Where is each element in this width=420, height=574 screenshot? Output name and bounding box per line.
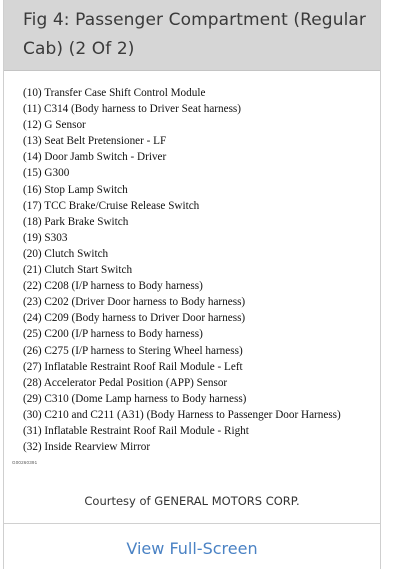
legend-item: (19) S303 — [23, 231, 68, 244]
legend-item: (10) Transfer Case Shift Control Module — [23, 87, 206, 99]
view-fullscreen-link[interactable]: View Full-Screen — [126, 539, 258, 558]
legend-item: (31) Inflatable Restraint Roof Rail Module - Right — [23, 424, 249, 437]
figure-code: G00260391 — [12, 460, 38, 465]
legend-item: (24) C209 (Body harness to Driver Door harness) — [23, 312, 246, 325]
legend-item: (12) G Sensor — [23, 119, 86, 132]
legend-item: (21) Clutch Start Switch — [23, 264, 133, 277]
legend-item: (14) Door Jamb Switch - Driver — [23, 151, 167, 164]
figure-card — [3, 0, 381, 569]
legend-item: (15) G300 — [23, 167, 70, 180]
legend-item: (13) Seat Belt Pretensioner - LF — [23, 135, 167, 148]
legend-item: (20) Clutch Switch — [23, 247, 109, 260]
legend-item: (18) Park Brake Switch — [23, 215, 129, 228]
legend-item: (29) C310 (Dome Lamp harness to Body harness) — [23, 392, 247, 405]
legend-item: (26) C275 (I/P harness to Stering Wheel harness) — [23, 344, 243, 357]
legend-item: (16) Stop Lamp Switch — [23, 183, 128, 196]
legend-item: (11) C314 (Body harness to Driver Seat harness) — [23, 103, 242, 116]
legend-item: (23) C202 (Driver Door harness to Body harness) — [23, 296, 246, 309]
legend-item: (25) C200 (I/P harness to Body harness) — [23, 328, 203, 341]
figure-caption: Courtesy of GENERAL MOTORS CORP. — [4, 479, 380, 524]
legend-item: (27) Inflatable Restraint Roof Rail Module - Left — [23, 360, 243, 373]
figure-header — [4, 0, 380, 71]
legend-item: (22) C208 (I/P harness to Body harness) — [23, 280, 203, 293]
figure-title: Fig 4: Passenger Compartment (Regular Cab) (2 Of 2) — [23, 10, 366, 59]
legend-item: (30) C210 and C211 (A31) (Body Harness to Passenger Door Harness) — [23, 408, 341, 421]
figure-legend — [4, 71, 380, 479]
legend-item: (32) Inside Rearview Mirror — [23, 441, 151, 454]
legend-item: (17) TCC Brake/Cruise Release Switch — [23, 199, 200, 212]
legend-list — [23, 85, 380, 455]
legend-item: (28) Accelerator Pedal Position (APP) Sensor — [23, 376, 228, 389]
